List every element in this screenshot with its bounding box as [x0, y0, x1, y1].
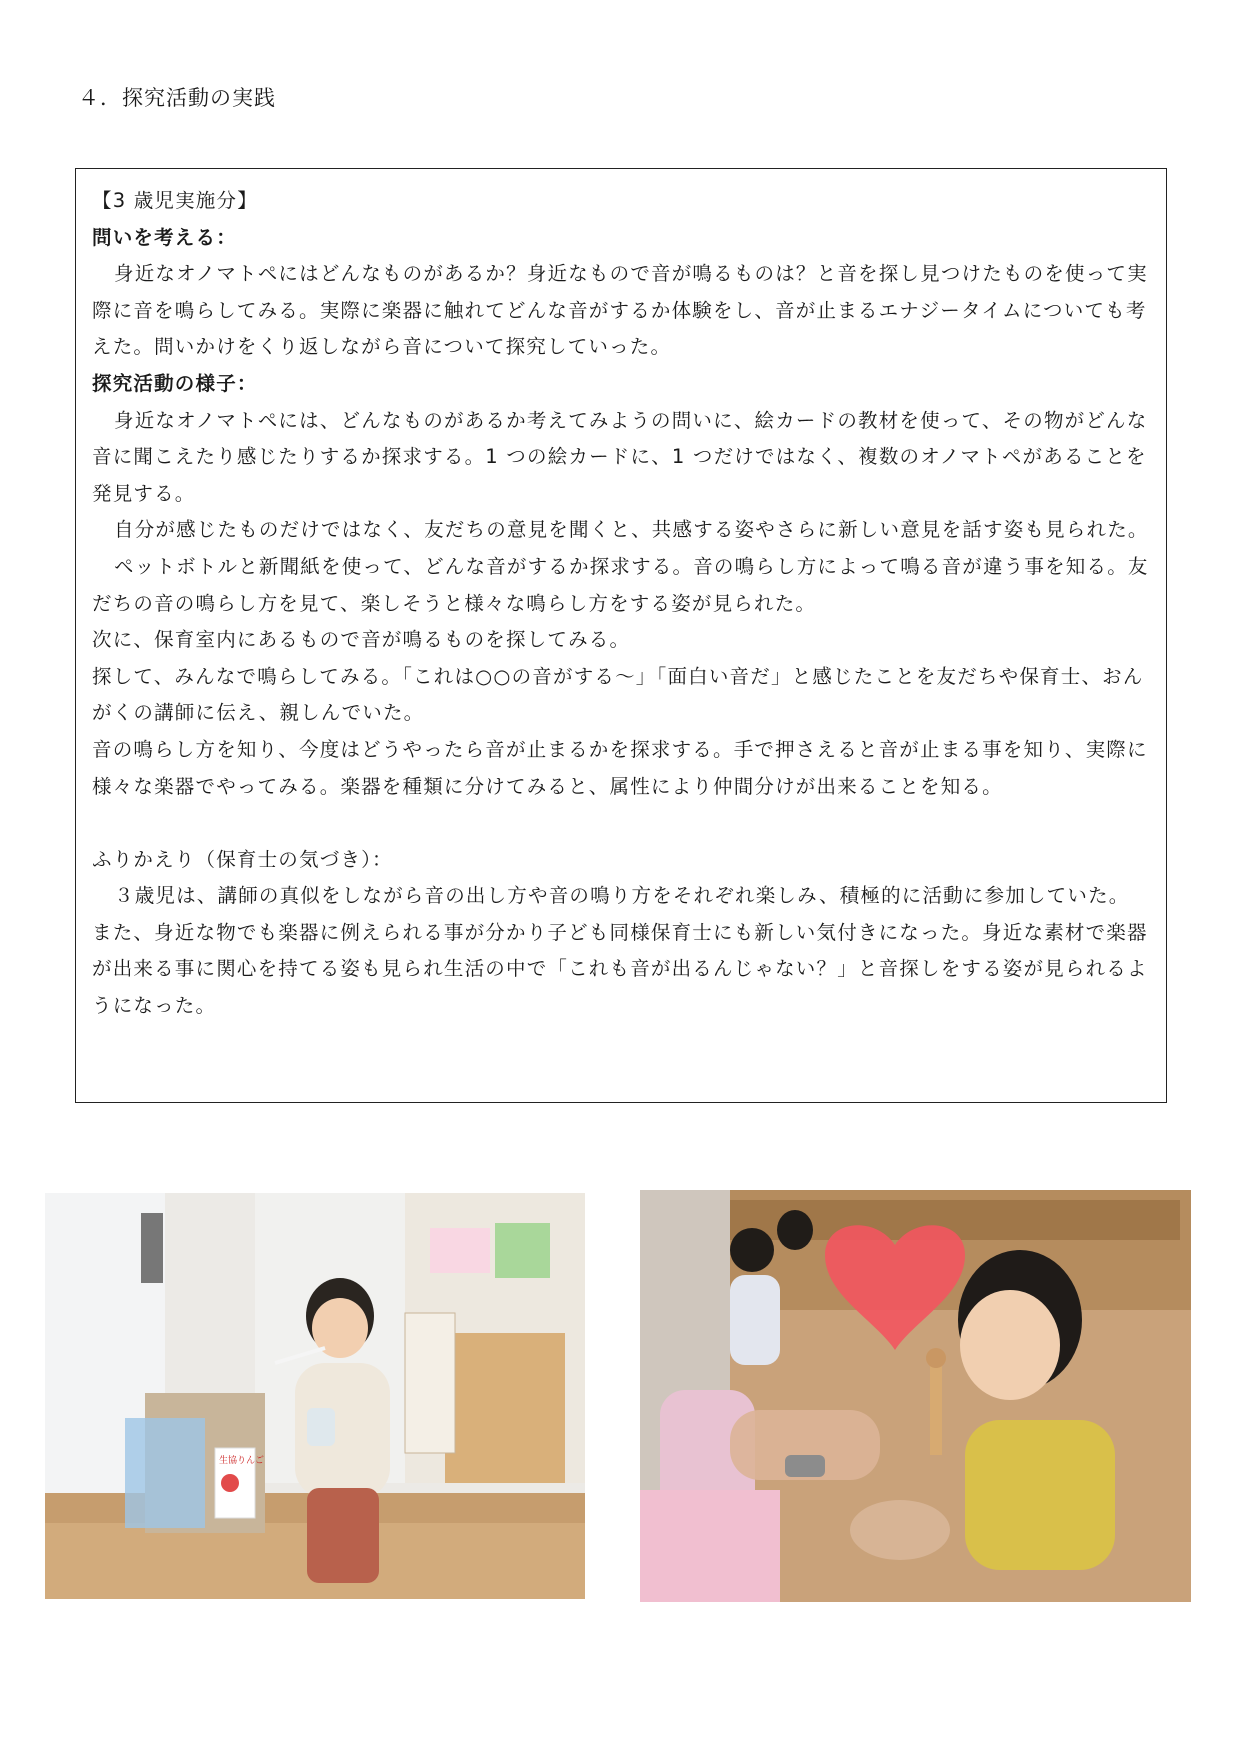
bag-label: 生協りんご	[219, 1456, 265, 1466]
reflection-text: ３歳児は、講師の真似をしながら音の出し方や音の鳴り方をそれぞれ楽しみ、積極的に活動に参加していた。また、身近な物でも楽器に例えられる事が分かり子ども同様保育士にも新しい気付きになった。身近な素材で楽器が出来る事に関心を持てる姿も見られ生活の中で「これも音が出るんじゃない？」と音探しをする姿が見られるようになった。	[92, 884, 1148, 1018]
activity-line: 次に、保育室内にあるもので音が鳴るものを探してみる。	[92, 628, 631, 652]
activity-line: 探して、みんなで鳴らしてみる。「これは○○の音がする～」「面白い音だ」と感じたことを友だちや保育士、おんがくの講師に伝え、親しんでいた。	[92, 664, 1144, 725]
activity-paragraph: 自分が感じたものだけではなく、友だちの意見を聞くと、共感する姿やさらに新しい意見を話す姿も見られた。	[114, 518, 1149, 542]
activity-paragraph: ペットボトルと新聞紙を使って、どんな音がするか探求する。音の鳴らし方によって鳴る音が違う事を知る。友だちの音の鳴らし方を見て、楽しそうと様々な鳴らし方をする姿が見られた。	[92, 554, 1149, 615]
activity-paragraph: 身近なオノマトペには、どんなものがあるか考えてみようの問いに、絵カードの教材を使って、その物がどんな音に聞こえたり感じたりするか探求する。1 つの絵カードに、1 つだけではなく、複数のオノマトペがあることを発見する。	[92, 408, 1148, 505]
spacer	[92, 805, 1150, 842]
activity-heading: 探究活動の様子：	[92, 371, 258, 395]
group-label: 【3 歳児実施分】	[92, 189, 258, 212]
classroom-illustration	[45, 1193, 585, 1599]
classroom-photo	[45, 1193, 585, 1599]
music-activity-illustration	[640, 1190, 1191, 1602]
question-heading: 問いを考える：	[92, 225, 237, 249]
activity-report-box	[75, 168, 1167, 1103]
reflection-heading: ふりかえり（保育士の気づき）：	[92, 847, 393, 871]
question-text: 身近なオノマトペにはどんなものがあるか？身近なもので音が鳴るものは？と音を探し見つけたものを使って実際に音を鳴らしてみる。実際に楽器に触れてどんな音がするか体験をし、音が止まるエナジータイムについても考えた。問いかけをくり返しながら音について探究していった。	[92, 262, 1148, 359]
music-activity-photo	[640, 1190, 1191, 1602]
section-heading: ４．探究活動の実践	[78, 86, 276, 110]
activity-line: 音の鳴らし方を知り、今度はどうやったら音が止まるかを探求する。手で押さえると音が止まる事を知り、実際に様々な楽器でやってみる。楽器を種類に分けてみると、属性により仲間分けが出来ることを知る。	[92, 737, 1148, 798]
